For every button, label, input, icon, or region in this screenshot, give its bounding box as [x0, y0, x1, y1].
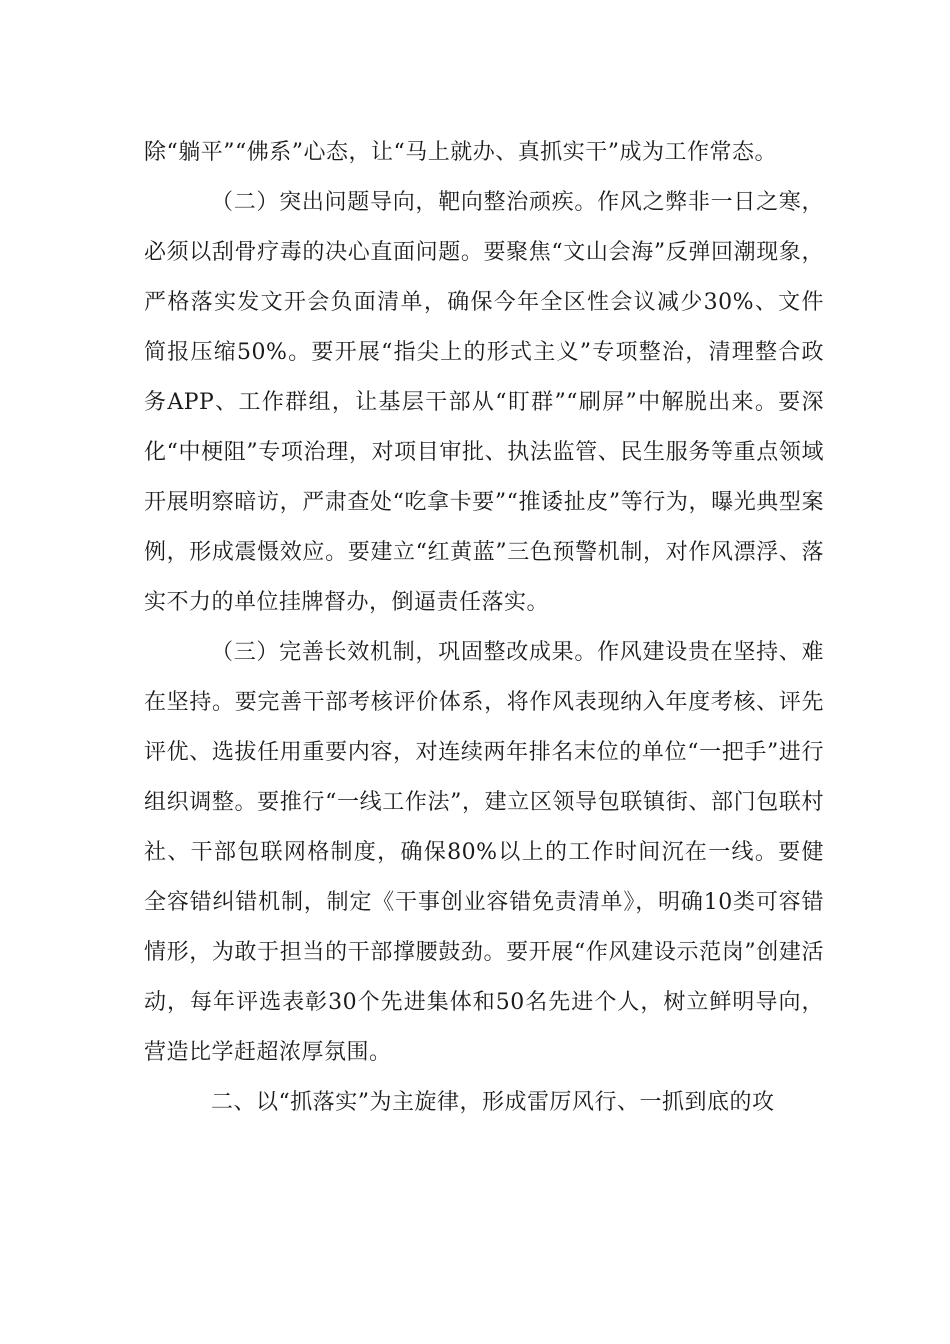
- paragraph-heading-2: 二、以“抓落实”为主旋律，形成雷厉风行、一抓到底的攻: [211, 1090, 775, 1115]
- paragraph-section-2: （二）突出问题导向，靶向整治顽疾。作风之弊非一日之寒，必须以刮骨疗毒的决心直面问题。要聚焦“文山会海”反弹回潮现象，严格落实发文开会负面清单，确保今年全区性会议减少30%、文件简报压缩50%。要开展“指尖上的形式主义”专项整治，清理整合政务APP、工作群组，让基层干部从“盯群”“刷屏”中解脱出来。要深化“中梗阻”专项治理，对项目审批、执法监管、民生服务等重点领域开展明察暗访，严肃查处“吃拿卡要”“推诿扯皮”等行为，曝光典型案例，形成震慑效应。要建立“红黄蓝”三色预警机制，对作风漂浮、落实不力的单位挂牌督办，倒逼责任落实。: [144, 190, 824, 615]
- paragraph-continuation: 除“躺平”“佛系”心态，让“马上就办、真抓实干”成为工作常态。: [144, 140, 777, 165]
- paragraph-section-3: （三）完善长效机制，巩固整改成果。作风建设贵在坚持、难在坚持。要完善干部考核评价体系，将作风表现纳入年度考核、评先评优、选拔任用重要内容，对连续两年排名末位的单位“一把手”进行组织调整。要推行“一线工作法”，建立区领导包联镇街、部门包联村社、干部包联网格制度，确保80%以上的工作时间沉在一线。要健全容错纠错机制，制定《干事创业容错免责清单》，明确10类可容错情形，为敢于担当的干部撑腰鼓劲。要开展“作风建设示范岗”创建活动，每年评选表彰30个先进集体和50名先进个人，树立鲜明导向，营造比学赶超浓厚氛围。: [144, 640, 824, 1065]
- document-body: [144, 128, 824, 1128]
